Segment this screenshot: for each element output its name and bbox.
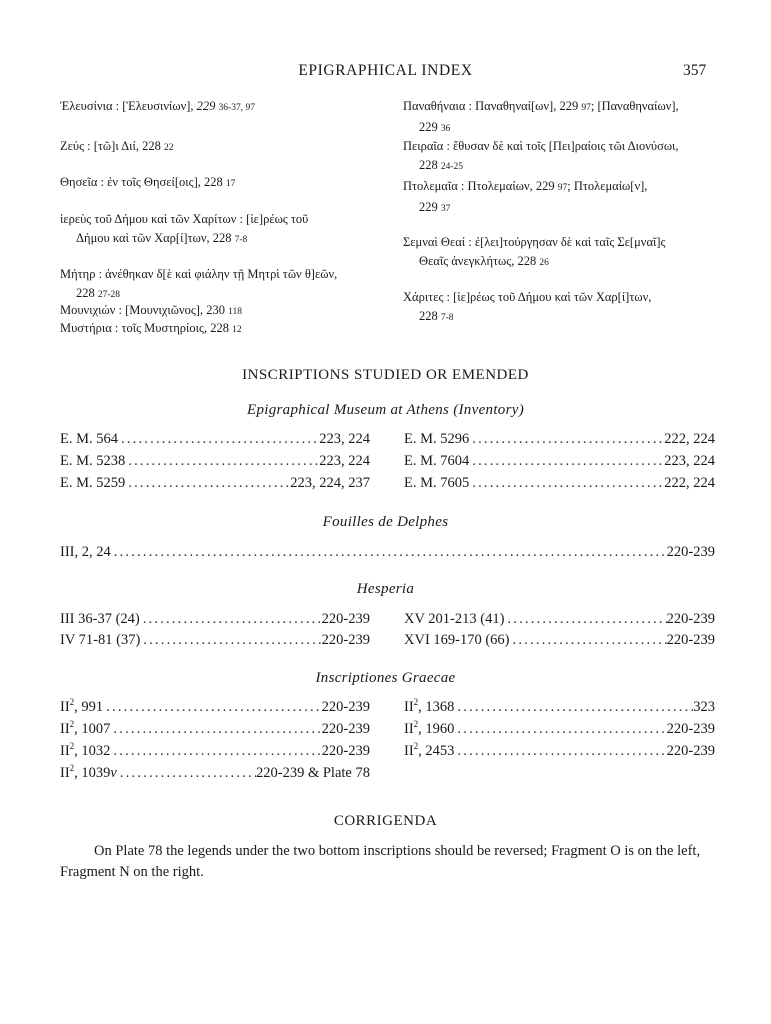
table-row: E. M. 7605 ..... 222, 224 [404,473,715,493]
page-ref: 229 [196,99,216,113]
index-entry: Μυστήρια : τοῖς Μυστηρίοις, 228 12 [60,321,242,335]
table-row: $II^2$, 1368 ..... 323 [404,697,715,717]
page-ref: 228 [76,286,95,300]
subheading-inscriptiones-graecae: Inscriptiones Graecae [315,670,456,686]
table-row: III, 2, 24 ..... 220-239 [60,542,715,562]
index-entry: Μουνιχιών : [Μουνιχιῶνος], 230 118 [60,303,242,317]
leader-dots [469,451,664,471]
section-heading-inscriptions: INSCRIPTIONS STUDIED OR EMENDED [242,367,529,383]
page-ref: 228 [419,309,438,323]
page-number: 357 [683,62,707,79]
page-ref: 230 [206,303,225,317]
page-ref: 228 [212,231,232,245]
leader-dots [110,719,321,739]
leader-dots [454,741,666,761]
leader-dots [125,473,290,493]
index-entry: Πτολεμαῖα : Πτολεμαίων, 229 97; Πτολεμαίω[ν], 229 37 [403,179,648,214]
leader-dots [504,609,666,629]
table-row: E. M. 564 ..... 223, 224 [60,429,370,449]
index-entry: Ἐλευσίνια : [Ἐλευσινίων], 229 36-37, 97 [60,99,255,113]
table-row: $II^2$, 1007 ..... 220-239 [60,719,370,739]
index-entry: Χάριτες : [ἱε]ρέως τοῦ Δήμου καὶ τῶν Χαρ[ί]των, 228 7-8 [403,290,652,323]
leader-dots [103,697,321,717]
page-title: EPIGRAPHICAL INDEX [298,62,473,79]
index-entry: ἱερεὺς τοῦ Δήμου καὶ τῶν Χαρίτων : [ἱε]ρέως τοῦ Δήμου καὶ τῶν Χαρ[ί]των, 228 7-8 [60,212,309,245]
table-row: E. M. 7604 ..... 223, 224 [404,451,715,471]
page-ref: 228 [517,254,537,268]
page-ref: 229 [419,200,438,214]
index-entry: Ζεύς : [τῶ]ι Διί, 228 22 [60,139,174,153]
page-ref: 228 [203,175,223,189]
leader-dots [117,763,256,783]
table-row: $II^2$, 991 ..... 220-239 [60,697,370,717]
table-row: $II^2$, 2453 ..... 220-239 [404,741,715,761]
leader-dots [510,630,667,650]
page-ref: 228 [210,321,229,335]
table-row: E. M. 5296 ..... 222, 224 [404,429,715,449]
table-row: $II^2$, 1032 ..... 220-239 [60,741,370,761]
page-ref: 229 [559,99,579,113]
leader-dots [454,719,666,739]
subheading-epigraphical-museum: Epigraphical Museum at Athens (Inventory) [247,402,524,418]
subheading-hesperia: Hesperia [356,581,415,597]
table-row: XVI 169-170 (66) ..... 220-239 [404,630,715,650]
page-ref: 229 [419,120,438,134]
leader-dots [111,542,667,562]
table-row: E. M. 5238 ..... 223, 224 [60,451,370,471]
index-entry: Παναθήναια : Παναθηναί[ων], 229 97; [Παναθηναίων], 229 36 [403,99,679,134]
table-row: III 36-37 (24) ..... 220-239 [60,609,370,629]
leader-dots [469,473,664,493]
section-heading-corrigenda: CORRIGENDA [333,813,438,829]
index-entry: Πειραῖα : ἔθυσαν δὲ καὶ τοῖς [Πει]ραίοις τῶι Διονύσωι, 228 24-25 [403,139,679,172]
table-row: E. M. 5259 ..... 223, 224, 237 [60,473,370,493]
page-ref: 229 [535,179,555,193]
index-entry: Μήτηρ : ἀνέθηκαν δ[ὲ καὶ φιάλην τῇ Μητρὶ τῶν θ]εῶν, 228 27-28 [60,267,338,300]
table-row: $II^2$, 1960 ..... 220-239 [404,719,715,739]
leader-dots [140,630,321,650]
subheading-fouilles-de-delphes: Fouilles de Delphes [322,514,449,530]
table-row: XV 201-213 (41) ..... 220-239 [404,609,715,629]
leader-dots [140,609,322,629]
index-entry: Θησεῖα : ἐν τοῖς Θησεί[οις], 228 17 [60,175,236,189]
corrigenda-text: On Plate 78 the legends under the two bottom inscriptions should be reversed; Fragment O is on the left, Fragment N on the right. [60,843,701,880]
page-ref: 228 [419,158,438,172]
leader-dots [125,451,319,471]
leader-dots [454,697,693,717]
leader-dots [118,429,319,449]
table-row: $II^2$, 1039v ..... 220-239 & Plate 78 [60,763,370,783]
page-ref: 228 [142,139,161,153]
index-entry: Σεμναὶ Θεαί : ἐ[λει]τούργησαν δὲ καὶ ταῖς Σε[μναῖ]ς Θεαῖς ἀνεγκλήτως, 228 26 [403,235,666,268]
leader-dots [469,429,664,449]
leader-dots [110,741,321,761]
table-row: IV 71-81 (37) ..... 220-239 [60,630,370,650]
